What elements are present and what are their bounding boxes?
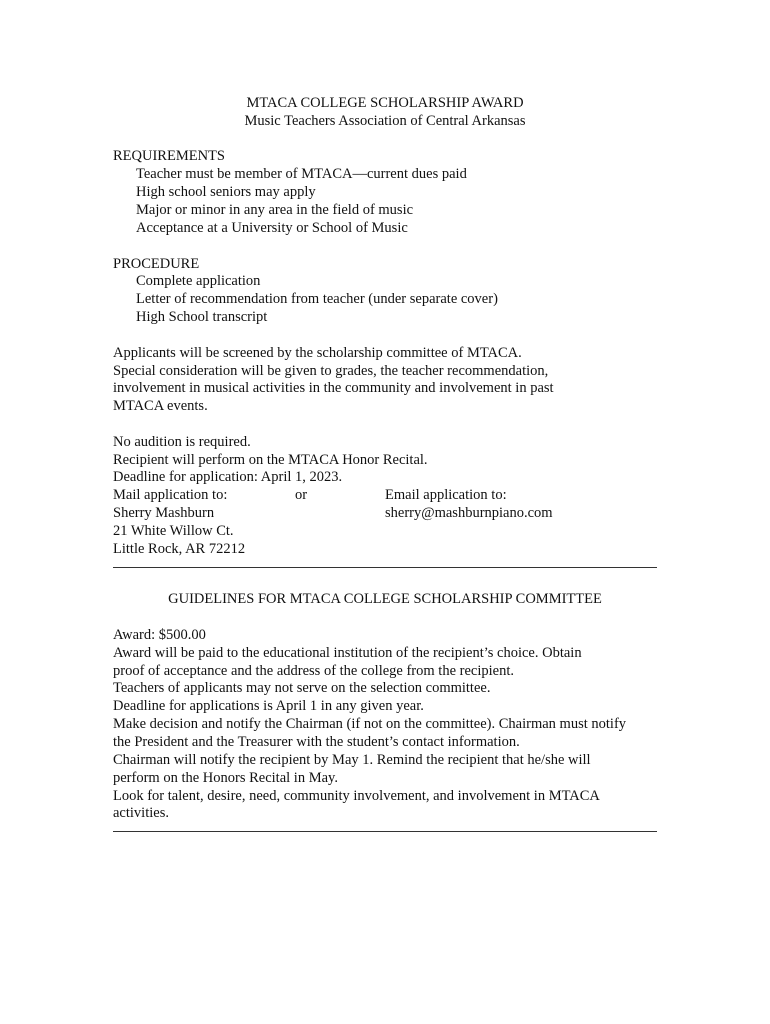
email-label: Email application to: xyxy=(385,487,507,503)
contact-city: Little Rock, AR 72212 xyxy=(113,541,246,557)
procedure-item: High School transcript xyxy=(136,309,268,325)
contact-name: Sherry Mashburn xyxy=(113,505,215,521)
procedure-item: Complete application xyxy=(136,273,261,289)
award-amount: Award: $500.00 xyxy=(113,627,206,643)
guideline-line: Look for talent, desire, need, community involvement, and involvement in MTACA xyxy=(113,788,600,804)
deadline-note: Deadline for application: April 1, 2023. xyxy=(113,469,343,485)
section-divider xyxy=(113,567,657,568)
requirement-item: Major or minor in any area in the field of music xyxy=(136,202,414,218)
screening-line: Special consideration will be given to grades, the teacher recommendation, xyxy=(113,363,549,379)
guideline-line: Chairman will notify the recipient by May 1. Remind the recipient that he/she will xyxy=(113,752,591,768)
or-label: or xyxy=(295,487,308,503)
section-divider xyxy=(113,831,657,832)
requirement-item: Teacher must be member of MTACA—current dues paid xyxy=(136,166,467,182)
recital-note: Recipient will perform on the MTACA Honor Recital. xyxy=(113,452,428,468)
no-audition-note: No audition is required. xyxy=(113,434,251,450)
guidelines-heading: GUIDELINES FOR MTACA COLLEGE SCHOLARSHIP COMMITTEE xyxy=(168,591,602,607)
guideline-line: the President and the Treasurer with the student’s contact information. xyxy=(113,734,520,750)
mail-label: Mail application to: xyxy=(113,487,228,503)
screening-line: Applicants will be screened by the scholarship committee of MTACA. xyxy=(113,345,522,361)
requirement-item: High school seniors may apply xyxy=(136,184,316,200)
contact-email[interactable]: sherry@mashburnpiano.com xyxy=(385,505,553,521)
requirements-heading: REQUIREMENTS xyxy=(113,148,225,164)
guideline-line: proof of acceptance and the address of the college from the recipient. xyxy=(113,663,514,679)
guideline-line: Deadline for applications is April 1 in any given year. xyxy=(113,698,424,714)
requirement-item: Acceptance at a University or School of Music xyxy=(136,220,408,236)
screening-line: involvement in musical activities in the community and involvement in past xyxy=(113,380,554,396)
procedure-heading: PROCEDURE xyxy=(113,256,200,272)
contact-street: 21 White Willow Ct. xyxy=(113,523,234,539)
guideline-line: Award will be paid to the educational institution of the recipient’s choice. Obtain xyxy=(113,645,582,661)
guideline-line: perform on the Honors Recital in May. xyxy=(113,770,338,786)
guideline-line: Make decision and notify the Chairman (if not on the committee). Chairman must notify xyxy=(113,716,627,732)
screening-line: MTACA events. xyxy=(113,398,208,414)
guideline-line: Teachers of applicants may not serve on the selection committee. xyxy=(113,680,491,696)
guideline-line: activities. xyxy=(113,805,169,821)
document-title: MTACA COLLEGE SCHOLARSHIP AWARD xyxy=(246,95,524,111)
document-subtitle: Music Teachers Association of Central Arkansas xyxy=(244,113,526,129)
procedure-item: Letter of recommendation from teacher (under separate cover) xyxy=(136,291,498,307)
